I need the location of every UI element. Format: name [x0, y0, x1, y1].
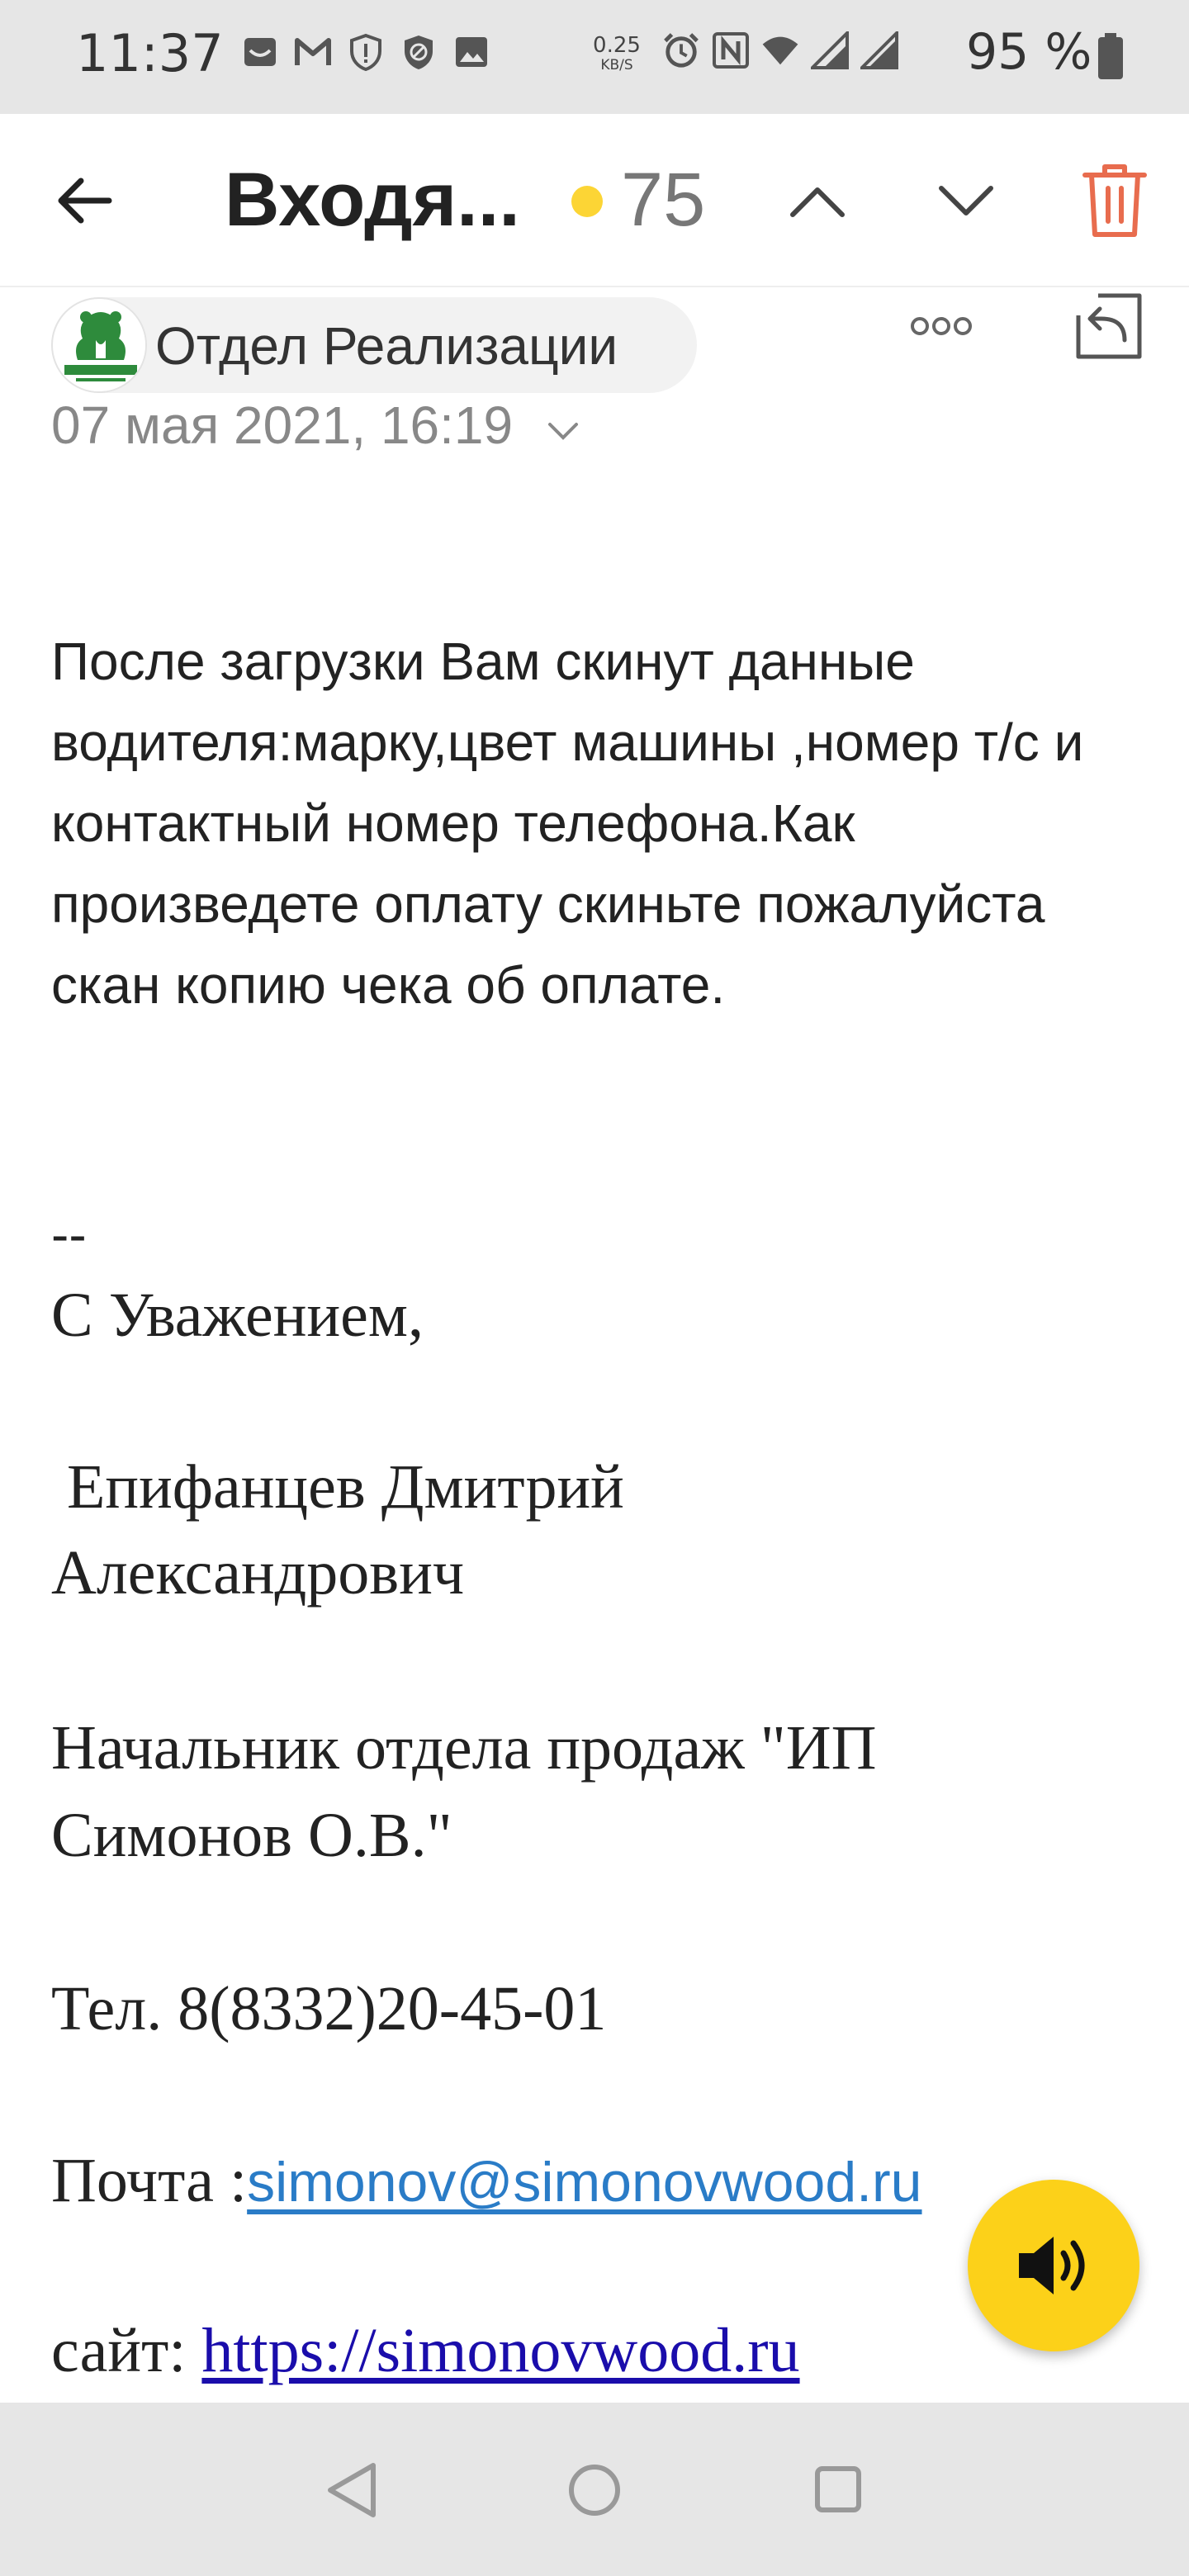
chevron-down-icon: [933, 172, 999, 230]
status-time: 11:37: [76, 23, 224, 83]
signature-position-line2: Симонов О.В.": [51, 1801, 452, 1870]
wifi-icon: [761, 31, 799, 69]
avatar: [51, 297, 147, 393]
trash-icon: [1080, 162, 1149, 239]
nav-recents-button[interactable]: [813, 2465, 863, 2514]
bear-logo-icon: [53, 299, 147, 393]
vpn-shield-icon: [400, 33, 438, 71]
sender-name[interactable]: Отдел Реализации: [155, 316, 618, 376]
signature-phone: Тел. 8(8332)20-45-01: [51, 1974, 607, 2043]
signal-icon: [860, 31, 898, 69]
signature-position: Начальник отдела продаж "ИП: [51, 1713, 877, 1783]
home-circle-icon: [566, 2462, 623, 2518]
back-button[interactable]: [51, 168, 117, 234]
site-label: сайт:: [51, 2316, 202, 2385]
signature-site: [51, 2315, 800, 2387]
status-bar: [0, 0, 1189, 114]
net-speed: 0.25 KB/S: [593, 33, 641, 73]
signature-regards: С Уважением,: [51, 1281, 424, 1350]
signature-mail: [51, 2145, 922, 2217]
more-options-button[interactable]: [900, 305, 983, 347]
recents-square-icon: [813, 2465, 863, 2514]
gmail-icon: [294, 33, 332, 71]
chevron-up-icon: [784, 172, 850, 230]
details-toggle[interactable]: [545, 419, 581, 444]
system-nav-bar: [0, 2403, 1189, 2576]
nfc-icon: [712, 31, 750, 69]
mail-label: Почта :: [51, 2146, 248, 2215]
signature-name: Епифанцев Дмитрий: [51, 1452, 624, 1522]
reply-icon: [1073, 291, 1144, 362]
mail-toolbar: [0, 114, 1189, 287]
signal-icon: [811, 31, 849, 69]
previous-message-button[interactable]: [784, 172, 850, 230]
shield-alert-icon: [347, 33, 385, 71]
more-dots-icon: [900, 305, 983, 347]
chevron-down-icon: [545, 419, 581, 444]
reply-button[interactable]: [1073, 291, 1144, 362]
tray-icon: [241, 33, 279, 71]
signature-name-line2: Александрович: [51, 1538, 465, 1608]
system-icons: [662, 31, 898, 69]
folder-title: Входя...: [225, 158, 520, 242]
nav-home-button[interactable]: [566, 2462, 623, 2518]
mail-link[interactable]: simonov@simonovwood.ru: [247, 2151, 922, 2214]
signature-separator: --: [51, 1205, 87, 1264]
back-triangle-icon: [324, 2460, 381, 2520]
image-icon: [452, 33, 490, 71]
delete-button[interactable]: [1080, 162, 1149, 239]
read-aloud-button[interactable]: [968, 2180, 1139, 2351]
message-date: 07 мая 2021, 16:19: [51, 395, 514, 455]
message-body: После загрузки Вам скинут данные водителя:марку,цвет машины ,номер т/с и контактный номер телефона.Как произведете оплату скиньте пожалуйста скан копию чека об оплате.: [51, 632, 1084, 1015]
battery-icon: [1097, 33, 1125, 85]
unread-dot: [571, 186, 603, 217]
nav-back-button[interactable]: [324, 2460, 381, 2520]
notification-icons: [241, 33, 490, 71]
arrow-left-icon: [51, 168, 117, 234]
battery-percent: 95 %: [966, 23, 1092, 81]
speaker-icon: [1012, 2228, 1095, 2303]
next-message-button[interactable]: [933, 172, 999, 230]
unread-count: 75: [621, 158, 706, 242]
site-link[interactable]: https://simonovwood.ru: [201, 2316, 800, 2385]
alarm-icon: [662, 31, 700, 69]
